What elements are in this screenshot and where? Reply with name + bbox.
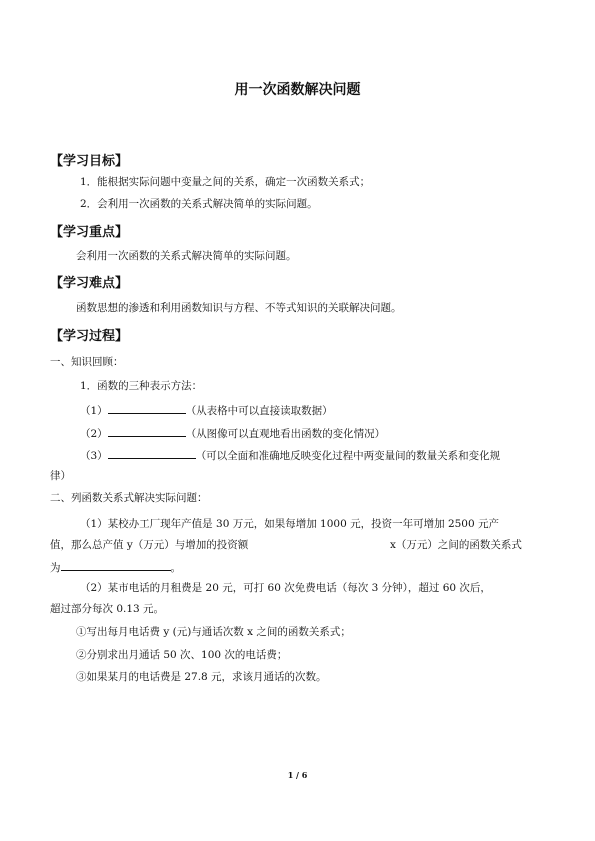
document-title: 用一次函数解决问题 [234, 82, 361, 98]
review-item-2 [80, 425, 385, 441]
review-item-3-note: （可以全面和准确地反映变化过程中两变量间的数量关系和变化规 [195, 450, 501, 462]
key-points-text: 会利用一次函数的关系式解决简单的实际问题。 [76, 250, 297, 262]
review-sub: 1．函数的三种表示方法： [80, 380, 203, 392]
review-item-2-note: （从图像可以直观地看出函数的变化情况） [185, 428, 386, 440]
answer-blank[interactable] [108, 447, 196, 459]
problem-1-line-2b: x（万元）之间的函数关系式 [390, 539, 522, 551]
problem-1-line-2a: 值，那么总产值 y（万元）与增加的投资额 [50, 539, 249, 551]
answer-blank[interactable] [61, 559, 171, 571]
difficulties-text: 函数思想的渗透和利用函数知识与方程、不等式知识的关联解决问题。 [76, 302, 402, 314]
review-item-1-note: （从表格中可以直接读取数据） [185, 405, 333, 417]
review-item-2-num: （2） [80, 428, 108, 440]
answer-blank[interactable] [108, 425, 186, 437]
goal-item-2: 2．会利用一次函数的关系式解决简单的实际问题。 [80, 198, 318, 210]
process-heading: 【学习过程】 [50, 329, 129, 344]
problem-2-line-2: 超过部分每次 0.13 元。 [50, 603, 165, 615]
problem-1-line-3b: 。 [170, 562, 181, 574]
key-points-heading: 【学习重点】 [50, 225, 129, 240]
goals-heading: 【学习目标】 [50, 154, 129, 169]
review-item-3-cont: 律） [50, 470, 71, 482]
problem-2-item-2: ②分别求出月通话 50 次、100 次的电话费； [76, 649, 288, 661]
review-label: 一、知识回顾： [50, 356, 124, 368]
problem-1-line-3 [50, 559, 181, 575]
problem-2-item-1: ①写出每月电话费 y (元)与通话次数 x 之间的函数关系式； [76, 626, 351, 638]
difficulties-heading: 【学习难点】 [50, 276, 129, 291]
review-item-1-num: （1） [80, 405, 108, 417]
review-item-3 [80, 447, 500, 463]
problem-1-line-1: （1）某校办工厂现年产值是 30 万元，如果每增加 1000 元，投资一年可增加 2500 元产 [80, 518, 500, 530]
answer-blank[interactable] [108, 402, 186, 414]
problems-label: 二、列函数关系式解决实际问题： [50, 492, 208, 504]
review-item-3-num: （3） [80, 450, 108, 462]
problem-2-item-3: ③如果某月的电话费是 27.8 元，求该月通话的次数。 [76, 671, 327, 683]
goal-item-1: 1．能根据实际问题中变量之间的关系，确定一次函数关系式； [80, 176, 371, 188]
review-item-1 [80, 402, 333, 418]
problem-1-line-3a: 为 [50, 562, 61, 574]
page-number: 1 / 6 [287, 770, 308, 780]
problem-2-line-1: （2）某市电话的月租费是 20 元，可打 60 次免费电话（每次 3 分钟），超过 60 次后， [80, 582, 491, 594]
